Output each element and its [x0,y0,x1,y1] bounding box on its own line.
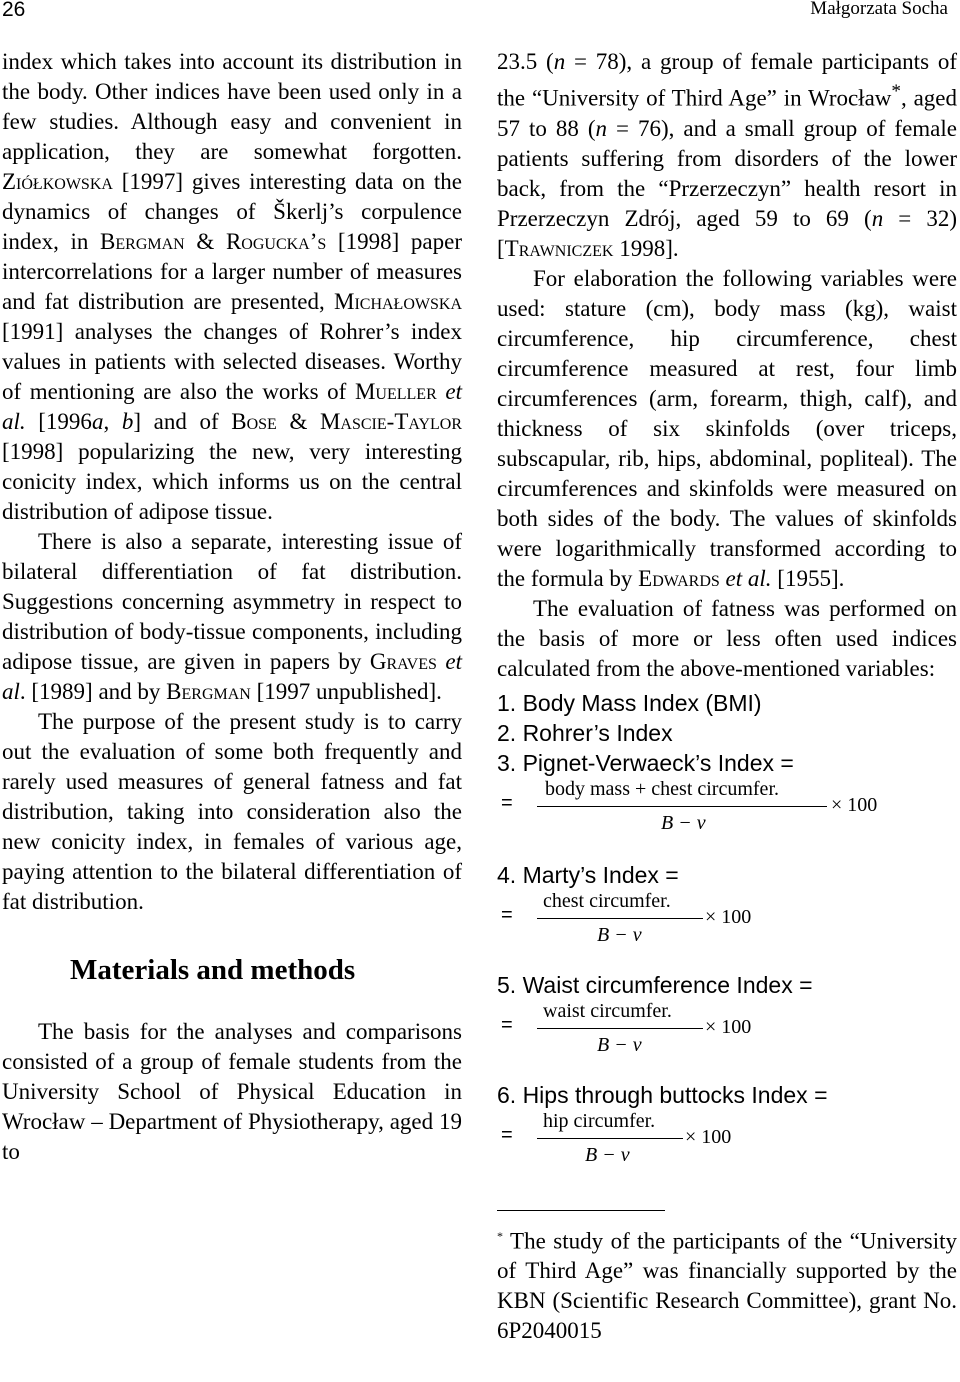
author-ref: Trawniczek [504,235,614,261]
footnote: * The study of the participants of the “University of Third Age” was financially supported by the KBN (Scientific Research Committee), grant No. 6P2040015 [497,1228,957,1344]
index-item-bmi: 1. Body Mass Index (BMI) [497,689,762,716]
author-ref: Ziółkowska [2,169,113,194]
index-item-pignet: 3. Pignet-Verwaeck’s Index = [497,749,794,776]
paragraph-7: The evaluation of fatness was performed on the basis of more or less often used indices calculated from the above-mentioned variables: [497,595,957,681]
index-item-waist: 5. Waist circumference Index = [497,971,813,998]
formula-equals: = [501,1013,513,1036]
author-ref: Mueller [354,379,437,404]
formula-equals: = [501,791,513,814]
index-item-hips: 6. Hips through buttocks Index = [497,1081,828,1108]
paragraph-6: For elaboration the following variables were used: stature (cm), body mass (kg), waist circumference, hip circumference, chest circumference measured at rest, four limb circumferences (arm, forearm, thigh, calf), and thickness of six skinfolds (over triceps, subscapular, rib, hips, abdominal, popliteal). The circumferences and skinfolds were measured on both sides of the body. The values of skinfolds were logarithmically transformed according to the formula by Edwards et al. [1955]. [497,265,957,591]
index-item-rohrer: 2. Rohrer’s Index [497,719,673,746]
indices-list [497,688,957,1190]
formula-numerator: waist circumfer. [543,999,672,1022]
author-ref: Bergman [166,679,251,704]
formula-multiplier: × 100 [705,1015,752,1038]
formula-numerator: body mass + chest circumfer. [545,777,779,800]
footnote-rule [497,1210,665,1211]
paragraph-2: There is also a separate, interesting issue of bilateral differentiation of fat distribution. Suggestions concerning asymmetry in respect to distribution of body-tissue components, including adipose tissue, are given in papers by Graves et al. [1989] and by Bergman [1997 unpublished]. [2,529,462,704]
fraction-bar [537,1138,683,1139]
paragraph-1: index which takes into account its distribution in the body. Other indices have been used only in a few studies. Although easy and convenient in application, they are somewhat forgotten. Ziółkowska [1997] gives interesting data on the dynamics of changes of Škerlj’s corpulence index, in Bergman & Rogucka’s [1998] paper intercorrelations for a larger number of measures and fat distribution are presented, Michałowska [1991] analyses the changes of Rohrer’s index values in patients with selected diseases. Worthy of mentioning are also the works of Mueller et al. [1996a, b] and of Bose & Mascie-Taylor [1998] popularizing the new, very interesting conicity index, which informs us on the central distribution of adipose tissue. [2,49,463,524]
author-ref: Bose [231,409,277,434]
author-ref: Graves [369,649,437,674]
left-column [2,47,462,1167]
right-column [497,47,957,1346]
formula-hips [497,1110,957,1190]
index-item-marty: 4. Marty’s Index = [497,861,679,888]
formula-numerator: chest circumfer. [543,889,671,912]
fraction-bar [537,806,827,807]
paragraph-5: 23.5 (n = 78), a group of female participants of the “University of Third Age” in Wrocław*, aged 57 to 88 (n = 76), and a small group of female patients suffering from disorders of the lower back, from the “Przerzeczyn” health resort in Przerzeczyn Zdrój, aged 59 to 69 (n = 32) [Trawniczek 1998]. [497,49,957,261]
author-ref: Edwards [638,565,720,591]
author-ref: Michałowska [334,289,462,314]
footnote-marker: * [497,1228,503,1243]
section-heading: Materials and methods [70,954,356,986]
formula-denominator: B − v [597,1033,642,1056]
formula-pignet [497,778,957,860]
formula-multiplier: × 100 [685,1125,732,1148]
formula-numerator: hip circumfer. [543,1109,656,1132]
formula-denominator: B − v [661,811,706,834]
formula-equals: = [501,903,513,926]
paragraph-4: The basis for the analyses and comparisons consisted of a group of female students from the University School of Physical Education in Wrocław – Department of Physiotherapy, aged 19 to [2,1019,462,1164]
formula-marty [497,890,957,970]
author-ref: Mascie-Taylor [319,409,463,434]
fraction-bar [537,918,703,919]
author-ref: Bergman [100,229,185,254]
formula-multiplier: × 100 [705,905,752,928]
footnote-marker: * [891,81,901,102]
formula-equals: = [501,1123,513,1146]
author-ref: Rogucka’s [225,229,327,254]
formula-waist [497,1000,957,1080]
page-number: 26 [2,0,26,21]
running-head-author: Małgorzata Socha [810,0,948,19]
formula-denominator: B − v [585,1143,630,1166]
formula-multiplier: × 100 [831,793,878,816]
fraction-bar [537,1028,703,1029]
paragraph-3: The purpose of the present study is to carry out the evaluation of some both frequently and rarely used measures of general fatness and fat distribution, taking into consideration also the new conicity index, in females of various age, paying attention to the bilateral differentiation of fat distribution. [2,709,462,914]
formula-denominator: B − v [597,923,642,946]
